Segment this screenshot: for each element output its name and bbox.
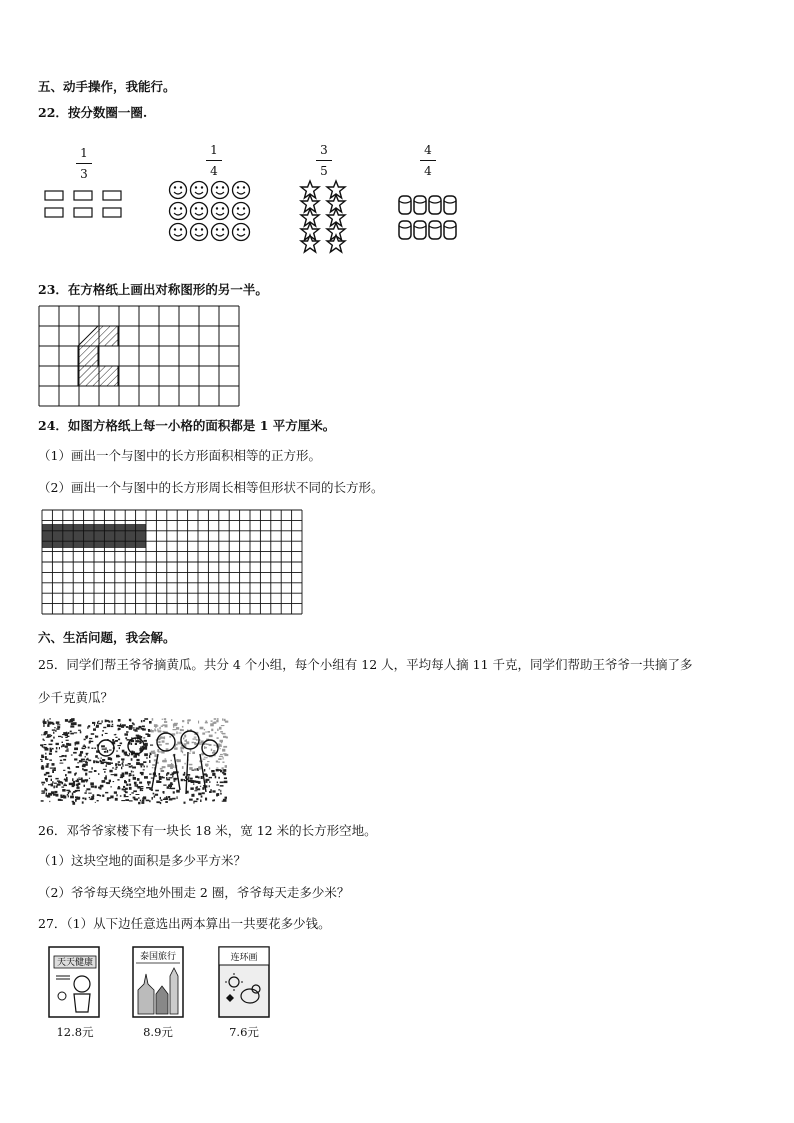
question-26-sub-1: （1）这块空地的面积是多少平方米？ (38, 853, 246, 868)
book-price-1: 12.8元 (56, 1025, 94, 1039)
fraction-one-quarter (204, 143, 224, 178)
question-24-sub-1: （1）画出一个与图中的长方形面积相等的正方形。 (38, 448, 321, 463)
fraction-denominator: 4 (210, 164, 218, 178)
symmetry-shaded-half (78, 326, 118, 386)
section-6-title: 六、生活问题，我会解。 (38, 630, 176, 645)
fraction-four-quarters (418, 143, 438, 178)
fraction-numerator: 4 (424, 143, 432, 157)
book-title-1: 天天健康 (56, 958, 94, 968)
area-grid[interactable] (40, 508, 304, 616)
cylinders-group (396, 192, 462, 244)
smileys-group (168, 180, 254, 242)
question-24-sub-2: （2）画出一个与图中的长方形周长相等但形状不同的长方形。 (38, 480, 384, 495)
book-title-2: 泰国旅行 (139, 952, 177, 962)
fraction-denominator: 4 (424, 164, 432, 178)
fraction-denominator: 3 (80, 167, 88, 181)
section-5-title: 五、动手操作，我能行。 (38, 79, 176, 94)
symmetry-grid[interactable] (38, 306, 244, 408)
question-25-line-2: 少千克黄瓜？ (38, 690, 114, 705)
fraction-denominator: 5 (320, 164, 328, 178)
fraction-three-fifths (314, 143, 334, 178)
rectangles-group (44, 190, 124, 222)
book-thailand-travel[interactable] (132, 946, 186, 1020)
book-health[interactable] (48, 946, 102, 1020)
question-26-sub-2: （2）爷爷每天绕空地外围走 2 圈，爷爷每天走多少米？ (38, 885, 350, 900)
stars-group (296, 180, 352, 254)
children-picking-cucumbers-illustration (40, 718, 228, 804)
question-22-text: 22．按分数圈一圈. (38, 105, 148, 120)
book-comic[interactable] (218, 946, 272, 1020)
book-price-2: 8.9元 (143, 1025, 173, 1039)
question-24-text: 24．如图方格纸上每一小格的面积都是 1 平方厘米。 (38, 418, 336, 433)
fraction-one-third (74, 146, 94, 181)
question-25-line-1: 25．同学们帮王爷爷摘黄瓜。共分 4 个小组，每个小组有 12 人，平均每人摘 11 千克，同学们帮助王爷爷一共摘了多 (38, 657, 693, 672)
question-26-text: 26．邓爷爷家楼下有一块长 18 米，宽 12 米的长方形空地。 (38, 823, 377, 838)
question-27-text: 27．（1）从下边任意选出两本算出一共要花多少钱。 (38, 916, 331, 931)
fraction-numerator: 3 (320, 143, 328, 157)
book-price-3: 7.6元 (229, 1025, 259, 1039)
fraction-numerator: 1 (80, 146, 88, 160)
question-23-text: 23．在方格纸上画出对称图形的另一半。 (38, 282, 268, 297)
fraction-numerator: 1 (210, 143, 218, 157)
book-title-3: 连环画 (230, 953, 258, 963)
